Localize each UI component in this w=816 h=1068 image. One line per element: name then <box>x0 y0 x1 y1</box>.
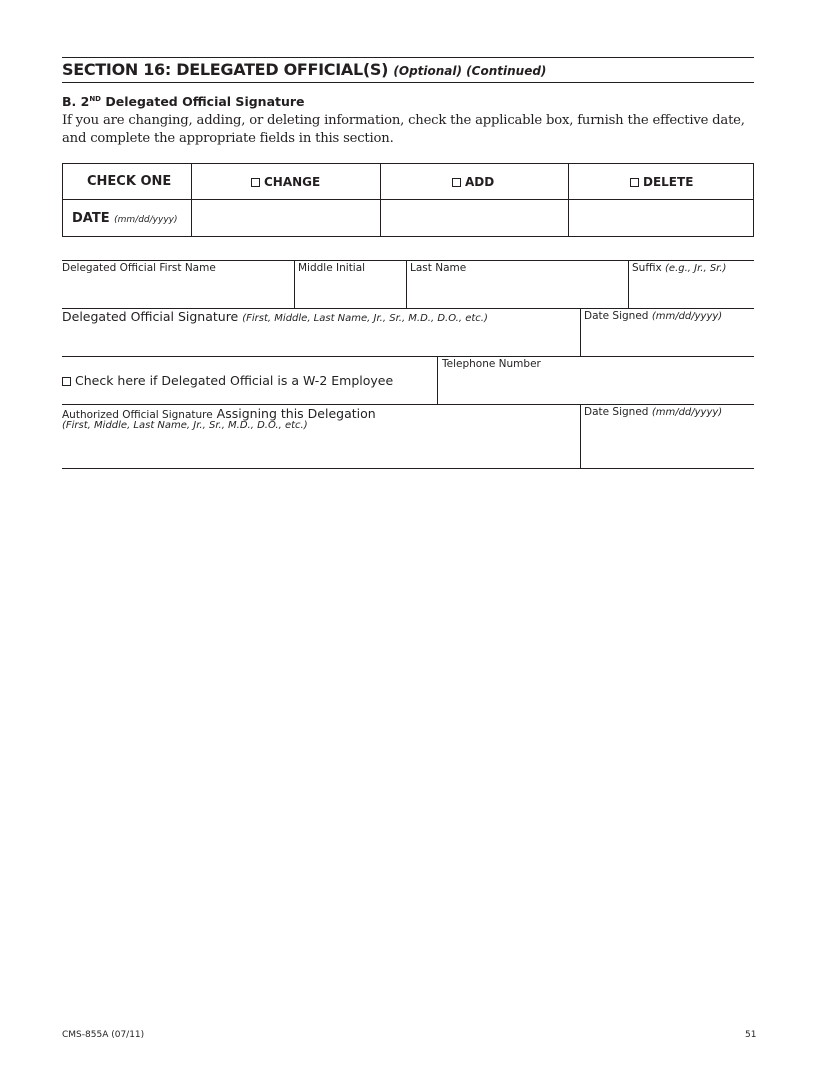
delete-checkbox[interactable] <box>630 175 693 189</box>
date-signed-label <box>584 310 722 322</box>
page-number: 51 <box>745 1030 757 1040</box>
first-name-input[interactable] <box>62 276 293 307</box>
auth-signature-label <box>62 406 376 421</box>
checkbox-icon <box>630 178 639 187</box>
signature-input[interactable] <box>62 326 578 355</box>
telephone-input[interactable] <box>438 374 753 403</box>
date-label-text: DATE <box>72 211 110 226</box>
auth-row-bottom-line <box>62 468 754 469</box>
signature-row-bottom-line <box>62 356 754 357</box>
suffix-input[interactable] <box>629 276 753 307</box>
subsection-heading <box>62 94 305 109</box>
auth-date-signed-text: Date Signed <box>584 406 649 418</box>
change-label: CHANGE <box>264 175 321 189</box>
section-title-text: SECTION 16: DELEGATED OFFICIAL(S) <box>62 60 389 79</box>
section-title-suffix: (Optional) (Continued) <box>393 64 547 78</box>
instructions-line-1: If you are changing, adding, or deleting information, check the applicable box, furnish the effective date, <box>62 113 745 128</box>
date-signed-label-text: Date Signed <box>584 310 649 322</box>
delete-date-input[interactable] <box>569 200 753 236</box>
form-id: CMS-855A (07/11) <box>62 1030 145 1040</box>
subsection-prefix: B. 2 <box>62 94 90 109</box>
check-one-label: CHECK ONE <box>87 174 172 189</box>
middle-initial-input[interactable] <box>295 276 405 307</box>
w2-checkbox-label: Check here if Delegated Official is a W-2 Employee <box>75 373 394 388</box>
first-name-label: Delegated Official First Name <box>62 262 216 274</box>
delete-label: DELETE <box>643 175 694 189</box>
date-format-hint: (mm/dd/yyyy) <box>114 215 178 225</box>
auth-date-signed-hint: (mm/dd/yyyy) <box>651 407 723 418</box>
suffix-label <box>632 262 726 274</box>
add-date-input[interactable] <box>381 200 567 236</box>
suffix-label-text: Suffix <box>632 262 662 274</box>
date-signed-input[interactable] <box>581 326 753 355</box>
middle-initial-label: Middle Initial <box>298 262 366 274</box>
date-signed-hint: (mm/dd/yyyy) <box>651 311 723 322</box>
auth-signature-input[interactable] <box>62 436 578 467</box>
change-date-input[interactable] <box>192 200 379 236</box>
telephone-label: Telephone Number <box>442 358 541 370</box>
section-title <box>62 60 546 79</box>
w2-employee-checkbox[interactable] <box>62 373 393 388</box>
signature-label-text: Delegated Official Signature <box>62 309 239 324</box>
change-checkbox[interactable] <box>251 175 320 189</box>
checkbox-icon <box>452 178 461 187</box>
w2-row-bottom-line <box>62 404 754 405</box>
checkbox-icon <box>251 178 260 187</box>
instructions-line-2: and complete the appropriate fields in this section. <box>62 131 394 146</box>
last-name-label: Last Name <box>410 262 467 274</box>
signature-hint: (First, Middle, Last Name, Jr., Sr., M.D., D.O., etc.) <box>242 313 488 324</box>
subsection-superscript: ND <box>89 94 101 103</box>
date-label <box>72 211 177 226</box>
signature-label <box>62 309 488 324</box>
checkbox-icon <box>62 377 71 386</box>
auth-date-signed-input[interactable] <box>581 424 753 467</box>
auth-signature-main: Assigning this Delegation <box>212 406 376 421</box>
add-label: ADD <box>465 175 495 189</box>
name-row-top-line <box>62 260 754 261</box>
subsection-title: Delegated Official Signature <box>101 94 305 109</box>
last-name-input[interactable] <box>407 276 627 307</box>
auth-signature-hint: (First, Middle, Last Name, Jr., Sr., M.D., D.O., etc.) <box>62 420 308 431</box>
auth-date-signed-label <box>584 406 722 418</box>
add-checkbox[interactable] <box>452 175 494 189</box>
auth-signature-prefix: Authorized Official Signature <box>62 409 213 421</box>
suffix-hint: (e.g., Jr., Sr.) <box>665 263 727 274</box>
